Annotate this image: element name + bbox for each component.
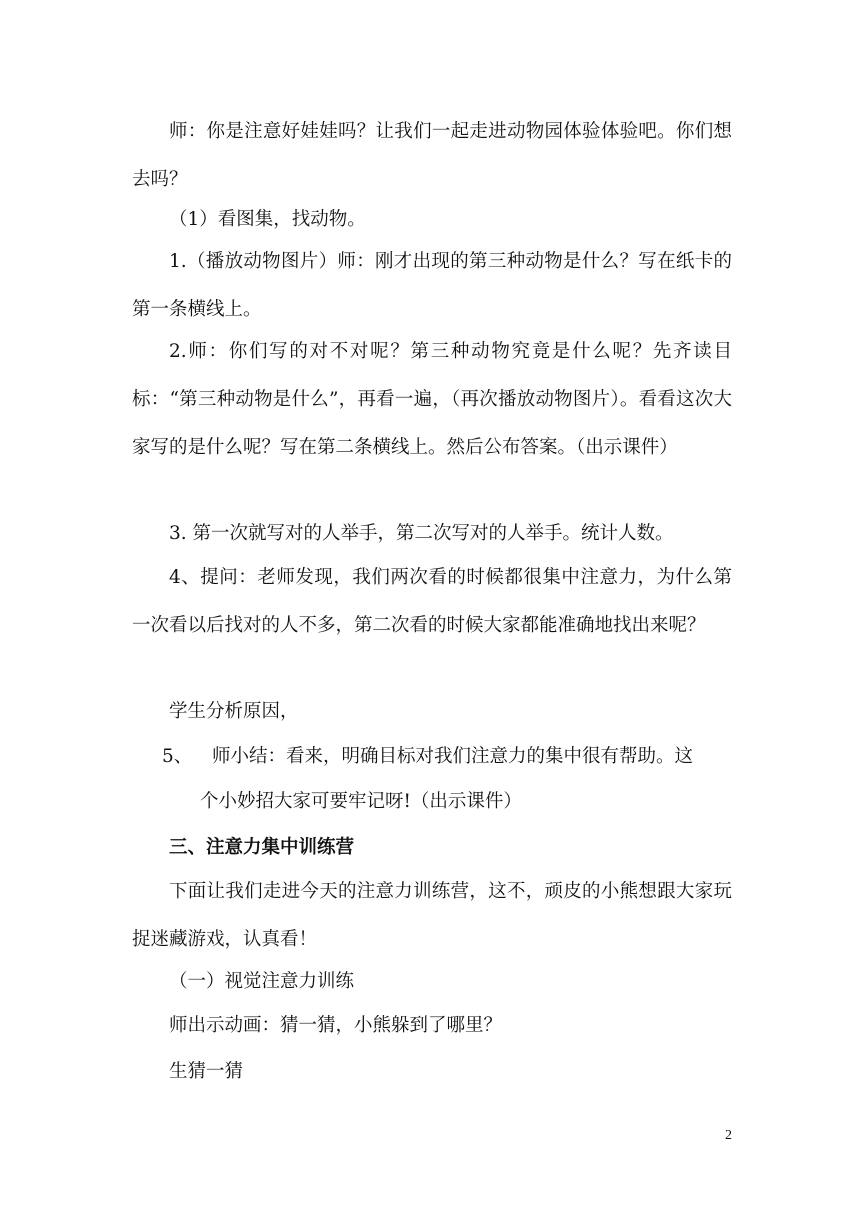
paragraph-student-analysis: 学生分析原因，	[169, 701, 299, 722]
paragraph-item-5-line2: 个小妙招大家可要牢记呀!（出示课件）	[200, 791, 522, 812]
paragraph-teacher-question: 师：你是注意好娃娃吗？让我们一起走进动物园体验体验吧。你们想去吗？	[132, 121, 732, 190]
page-number: 2	[725, 1128, 732, 1143]
subsection-heading-1: （一）视觉注意力训练	[169, 971, 355, 992]
section-heading-3: 三、注意力集中训练营	[169, 837, 355, 858]
paragraph-training-intro: 下面让我们走进今天的注意力训练营，这不，顽皮的小熊想跟大家玩捉迷藏游戏，认真看！	[132, 881, 732, 950]
list-number-5: 5、	[162, 746, 193, 767]
paragraph-student-guess: 生猜一猜	[169, 1061, 244, 1082]
paragraph-animation: 师出示动画：猜一猜，小熊躲到了哪里？	[169, 1015, 503, 1036]
paragraph-step-1-heading: （1）看图集，找动物。	[169, 209, 366, 230]
paragraph-item-2: 2.师：你们写的对不对呢？第三种动物究竟是什么呢？先齐读目标：“第三种动物是什么”，再看一遍，（再次播放动物图片）。看看这次大家写的是什么呢？写在第二条横线上。然后公布答案。（出示课件）	[132, 341, 732, 458]
paragraph-item-5-line1: 师小结：看来，明确目标对我们注意力的集中很有帮助。这	[212, 746, 694, 767]
paragraph-item-1: 1.（播放动物图片）师：刚才出现的第三种动物是什么？写在纸卡的第一条横线上。	[132, 251, 732, 320]
paragraph-item-4: 4、提问：老师发现，我们两次看的时候都很集中注意力，为什么第一次看以后找对的人不多，第二次看的时候大家都能准确地找出来呢？	[132, 567, 732, 636]
paragraph-item-3: 3. 第一次就写对的人举手，第二次写对的人举手。统计人数。	[169, 523, 674, 544]
